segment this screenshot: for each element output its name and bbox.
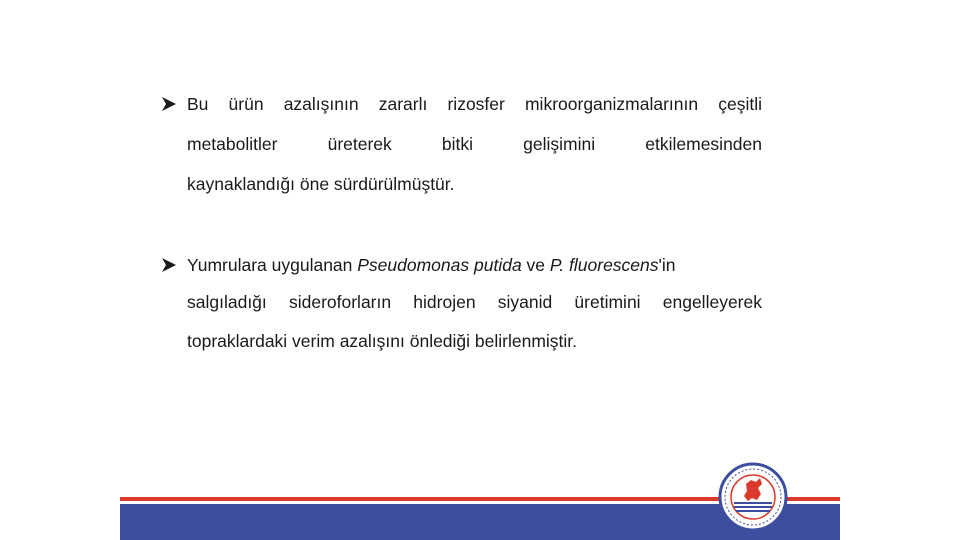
- species-name-fluorescens: P. fluorescens: [549, 255, 659, 275]
- bullet-2-text-2: ve: [521, 255, 550, 275]
- bullet-1-line-1: Bu ürün azalışının zararlı rizosfer mikroorganizmalarının çeşitli: [187, 94, 762, 114]
- bullet-2-line-2: salgıladığı sideroforların hidrojen siyanid üretimini engelleyerek: [187, 292, 762, 312]
- bullet-2-text-1: Yumrulara uygulanan: [187, 255, 358, 275]
- bullet-2-line-3: topraklardaki verim azalışını önlediği belirlenmiştir.: [187, 331, 578, 351]
- bullet-1-line-3: kaynaklandığı öne sürdürülmüştür.: [187, 174, 455, 194]
- university-seal-logo: [718, 462, 788, 532]
- bullet-2-text-3: 'in: [658, 255, 676, 275]
- arrow-bullet-icon: [160, 95, 178, 113]
- arrow-bullet-icon: [160, 256, 178, 274]
- species-name-putida: Pseudomonas putida: [357, 255, 522, 275]
- bullet-2-line-1: [187, 251, 762, 279]
- bullet-1-line-2: metabolitler üreterek bitki gelişimini etkilemesinden: [187, 134, 762, 154]
